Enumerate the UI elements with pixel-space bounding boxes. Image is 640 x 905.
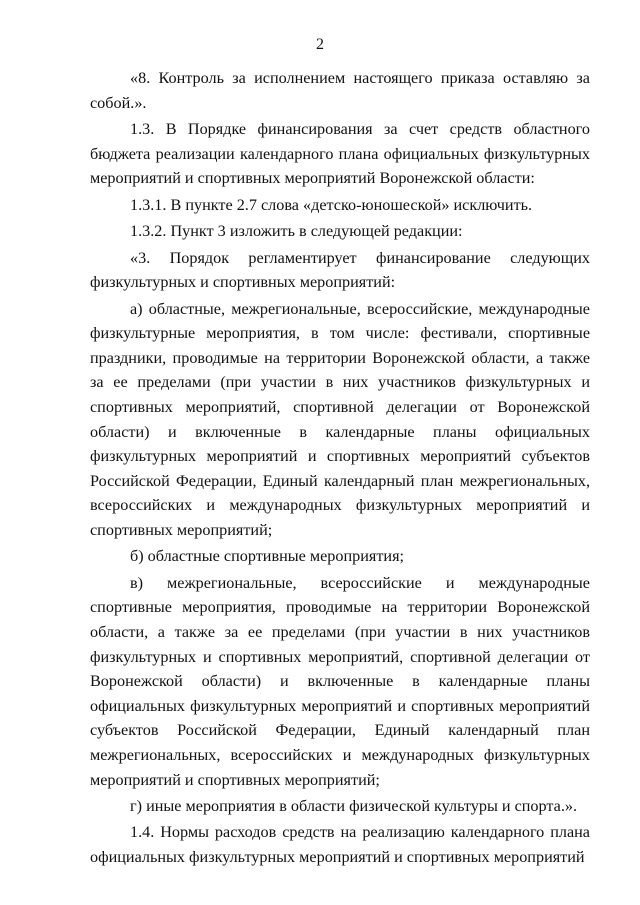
document-body	[90, 66, 590, 871]
paragraph-subitem-b: б) областные спортивные мероприятия;	[130, 547, 405, 566]
paragraph-1-3: 1.3. В Порядке финансирования за счет средств областного бюджета реализации календарного плана официальных физкультурных мероприятий и спортивных мероприятий Воронежской области:	[90, 120, 590, 188]
page-number: 2	[316, 36, 324, 53]
paragraph-subitem-g: г) иные мероприятия в области физической культуры и спорта.».	[130, 796, 578, 815]
paragraph-1-3-1: 1.3.1. В пункте 2.7 слова «детско-юношеской» исключить.	[130, 195, 533, 214]
paragraph-item-8-control: «8. Контроль за исполнением настоящего приказа оставляю за собой.».	[90, 69, 590, 112]
paragraph-subitem-v: в) межрегиональные, всероссийские и международные спортивные мероприятия, проводимые на территории Воронежской области, а также за ее пределами (при участии в них участников физкультурных и спортивных мероприятий, спортивной делегации от Воронежской области) и включенные в календарные планы официальных физкультурных мероприятий и спортивных мероприятий субъектов Российской Федерации, Единый календарный план межрегиональных, всероссийских и международных физкультурных мероприятий и спортивных мероприятий;	[90, 573, 590, 789]
paragraph-subitem-a: а) областные, межрегиональные, всероссийские, международные физкультурные мероприятия, в том числе: фестивали, спортивные праздники, проводимые на территории Воронежской области, а также за ее пределами (при участии в них участников физкультурных и спортивных мероприятий, спортивной делегации от Воронежской области) и включенные в календарные планы официальных физкультурных мероприятий и спортивных мероприятий субъектов Российской Федерации, Единый календарный план межрегиональных, всероссийских и международных физкультурных мероприятий и спортивных мероприятий;	[90, 299, 590, 539]
paragraph-1-3-2: 1.3.2. Пункт 3 изложить в следующей редакции:	[130, 222, 463, 241]
paragraph-point-3: «3. Порядок регламентирует финансирование следующих физкультурных и спортивных мероприятий:	[90, 248, 590, 292]
paragraph-1-4: 1.4. Нормы расходов средств на реализацию календарного плана официальных физкультурных мероприятий и спортивных мероприятий	[90, 823, 590, 866]
